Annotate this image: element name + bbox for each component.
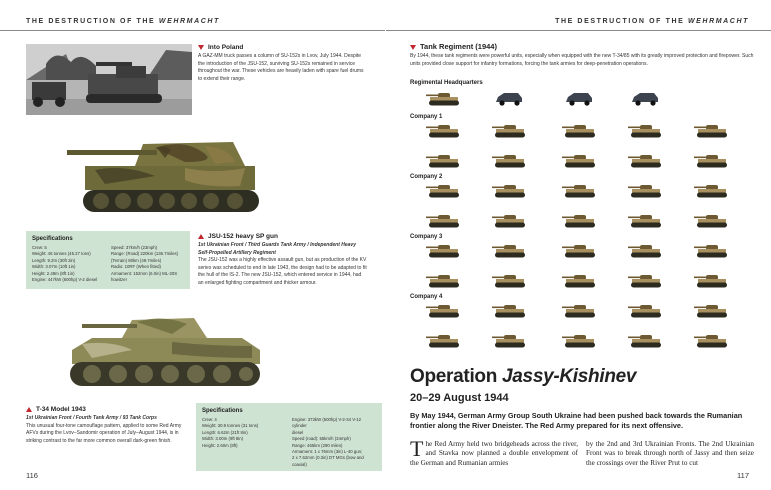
- company-3-tank-icon: [490, 244, 528, 258]
- jsu152-specs-box: Specifications Crew: 5 Weight: 46 tonnes (45.27 tons) Length: 9.2m (30ft 2in) Width: 3.07m (10ft 1in) Height: 2.48m (8ft 1in) Engine: 447kW (600hp) V-2 diesel Speed: 37km/h (23mph) Range: (Road) 220km (136.7miles) (Terrain) 80km (49.7miles) Radio: 10RF (When fitted) Armament: 152mm (6.0in) ML-20S howitzer: [26, 231, 190, 289]
- company-1-tank-icon: [490, 154, 528, 168]
- left-page: [0, 0, 385, 490]
- company-3-tank-icon: [424, 244, 462, 258]
- caption-marker-icon: [198, 234, 204, 239]
- folio-left: 116: [26, 471, 38, 480]
- company-1-tank-icon: [490, 124, 528, 138]
- jsu152-caption: JSU-152 heavy SP gun 1st Ukrainian Front / Third Guards Tank Army / Independent Heavy Self-Propelled Artillery Regiment The JSU-152 was a highly effective assault gun, but as production of the KV series was scheduled to end in late 1943, the design had to be adapted to fit the hull of the IS-2. The new JSU-152, which entered service in 1944, had an enlarged fighting compartment and thicker armour.: [198, 233, 367, 286]
- label-company-2: Company 2: [410, 174, 443, 180]
- company-1-tank-icon: [424, 124, 462, 138]
- folio-right: 117: [737, 471, 749, 480]
- company-2-tank-icon: [424, 184, 462, 198]
- label-company-4: Company 4: [410, 294, 443, 300]
- body-column-2: by the 2nd and 3rd Ukrainian Fronts. The 2nd Ukrainian Front was to break through north of Jassy and then seize the crossings over the River Prut to cut: [586, 440, 754, 467]
- company-4-tank-icon: [490, 304, 528, 318]
- label-company-3: Company 3: [410, 234, 443, 240]
- company-4-tank-icon: [490, 334, 528, 348]
- company-1-tank-icon: [626, 124, 664, 138]
- body-column-1: The Red Army held two bridgeheads across the river, and Stavka now planned a double envelopment of the German and Rumanian armies: [410, 436, 578, 467]
- armored-car-icon: [626, 92, 664, 106]
- company-3-tank-icon: [490, 274, 528, 288]
- company-4-tank-icon: [560, 334, 598, 348]
- caption-marker-icon: [198, 45, 204, 50]
- company-2-tank-icon: [692, 214, 730, 228]
- company-2-tank-icon: [560, 184, 598, 198]
- company-2-tank-icon: [626, 214, 664, 228]
- jsu152-illustration: [65, 128, 280, 218]
- company-3-tank-icon: [424, 274, 462, 288]
- operation-title: Operation Jassy-Kishinev: [410, 366, 637, 387]
- company-3-tank-icon: [560, 244, 598, 258]
- company-4-tank-icon: [424, 334, 462, 348]
- caption-marker-icon: [410, 45, 416, 50]
- t34-illustration: [62, 300, 267, 395]
- company-4-tank-icon: [626, 334, 664, 348]
- company-4-tank-icon: [626, 304, 664, 318]
- company-3-tank-icon: [692, 274, 730, 288]
- operation-lead: By May 1944, German Army Group South Ukraine had been pushed back towards the Rumanian frontier along the River Dneister. The Red Army prepared for its next offensive.: [410, 411, 743, 430]
- company-2-tank-icon: [692, 184, 730, 198]
- company-4-tank-icon: [692, 304, 730, 318]
- running-head-right: THE DESTRUCTION OF THE WEHRMACHT: [555, 18, 749, 25]
- specs-title: Specifications: [32, 236, 73, 242]
- company-3-tank-icon: [626, 244, 664, 258]
- company-3-tank-icon: [626, 274, 664, 288]
- company-1-tank-icon: [692, 124, 730, 138]
- caption-marker-icon: [26, 407, 32, 412]
- header-rule: [0, 30, 385, 31]
- company-2-tank-icon: [560, 214, 598, 228]
- armored-car-icon: [560, 92, 598, 106]
- company-2-tank-icon: [424, 214, 462, 228]
- header-rule: [386, 30, 771, 31]
- running-head-left: THE DESTRUCTION OF THE WEHRMACHT: [26, 18, 220, 25]
- lvov-photo: [26, 44, 192, 115]
- company-4-tank-icon: [424, 304, 462, 318]
- hq-tank-icon: [424, 92, 462, 106]
- drop-cap: T: [410, 436, 424, 461]
- armored-car-icon: [490, 92, 528, 106]
- t34-caption: T-34 Model 1943 1st Ukrainian Front / Fourth Tank Army / 93 Tank Corps This unusual four-tone camouflage pattern, applied to some Red Army AFVs during the Lvov–Sandomir operation of July–August 1944, is in striking contrast to the far more common overall dark-green finish.: [26, 406, 182, 444]
- company-2-tank-icon: [490, 184, 528, 198]
- right-page: [386, 0, 771, 490]
- company-4-tank-icon: [560, 304, 598, 318]
- specs-title: Specifications: [202, 408, 243, 414]
- company-4-tank-icon: [692, 334, 730, 348]
- company-1-tank-icon: [560, 154, 598, 168]
- into-poland-caption: Into Poland A GAZ-MM truck passes a column of SU-152s in Lvov, July 1944. Despite the introduction of the JSU-152, surviving SU-152s remained in service throughout the war. These vehicles are heavily laden with spare fuel drums to extend their range.: [198, 44, 364, 82]
- operation-dates: 20–29 August 1944: [410, 392, 509, 404]
- company-3-tank-icon: [692, 244, 730, 258]
- company-1-tank-icon: [626, 154, 664, 168]
- company-1-tank-icon: [560, 124, 598, 138]
- label-company-1: Company 1: [410, 114, 443, 120]
- company-1-tank-icon: [424, 154, 462, 168]
- company-1-tank-icon: [692, 154, 730, 168]
- company-2-tank-icon: [490, 214, 528, 228]
- t34-specs-box: Specifications Crew: 4 Weight: 30.9 tonnes (31 tons) Length: 6.62m (21ft 8in) Width: 3.00m (9ft 8in) Height: 2.60m (8ft) Engine: 373kW (500hp) V-2-34 V-12 cylinder diesel Speed (road): 55km/h (34mph) Range: 465km (290 miles) Armament: 1 x 76mm (3in) L-40 gun; 2 x 7.62mm (0.3in) DT MGs (bow and coaxial): [196, 403, 382, 471]
- regiment-caption: Tank Regiment (1944) By 1944, these tank regiments were powerful units, especially when equipped with the new T-34/85 with its greatly improved protection and firepower. Such units provided close support for infantry formations, forcing the tank armies for deep-penetration operations.: [410, 42, 754, 67]
- company-3-tank-icon: [560, 274, 598, 288]
- label-regimental-hq: Regimental Headquarters: [410, 80, 483, 86]
- company-2-tank-icon: [626, 184, 664, 198]
